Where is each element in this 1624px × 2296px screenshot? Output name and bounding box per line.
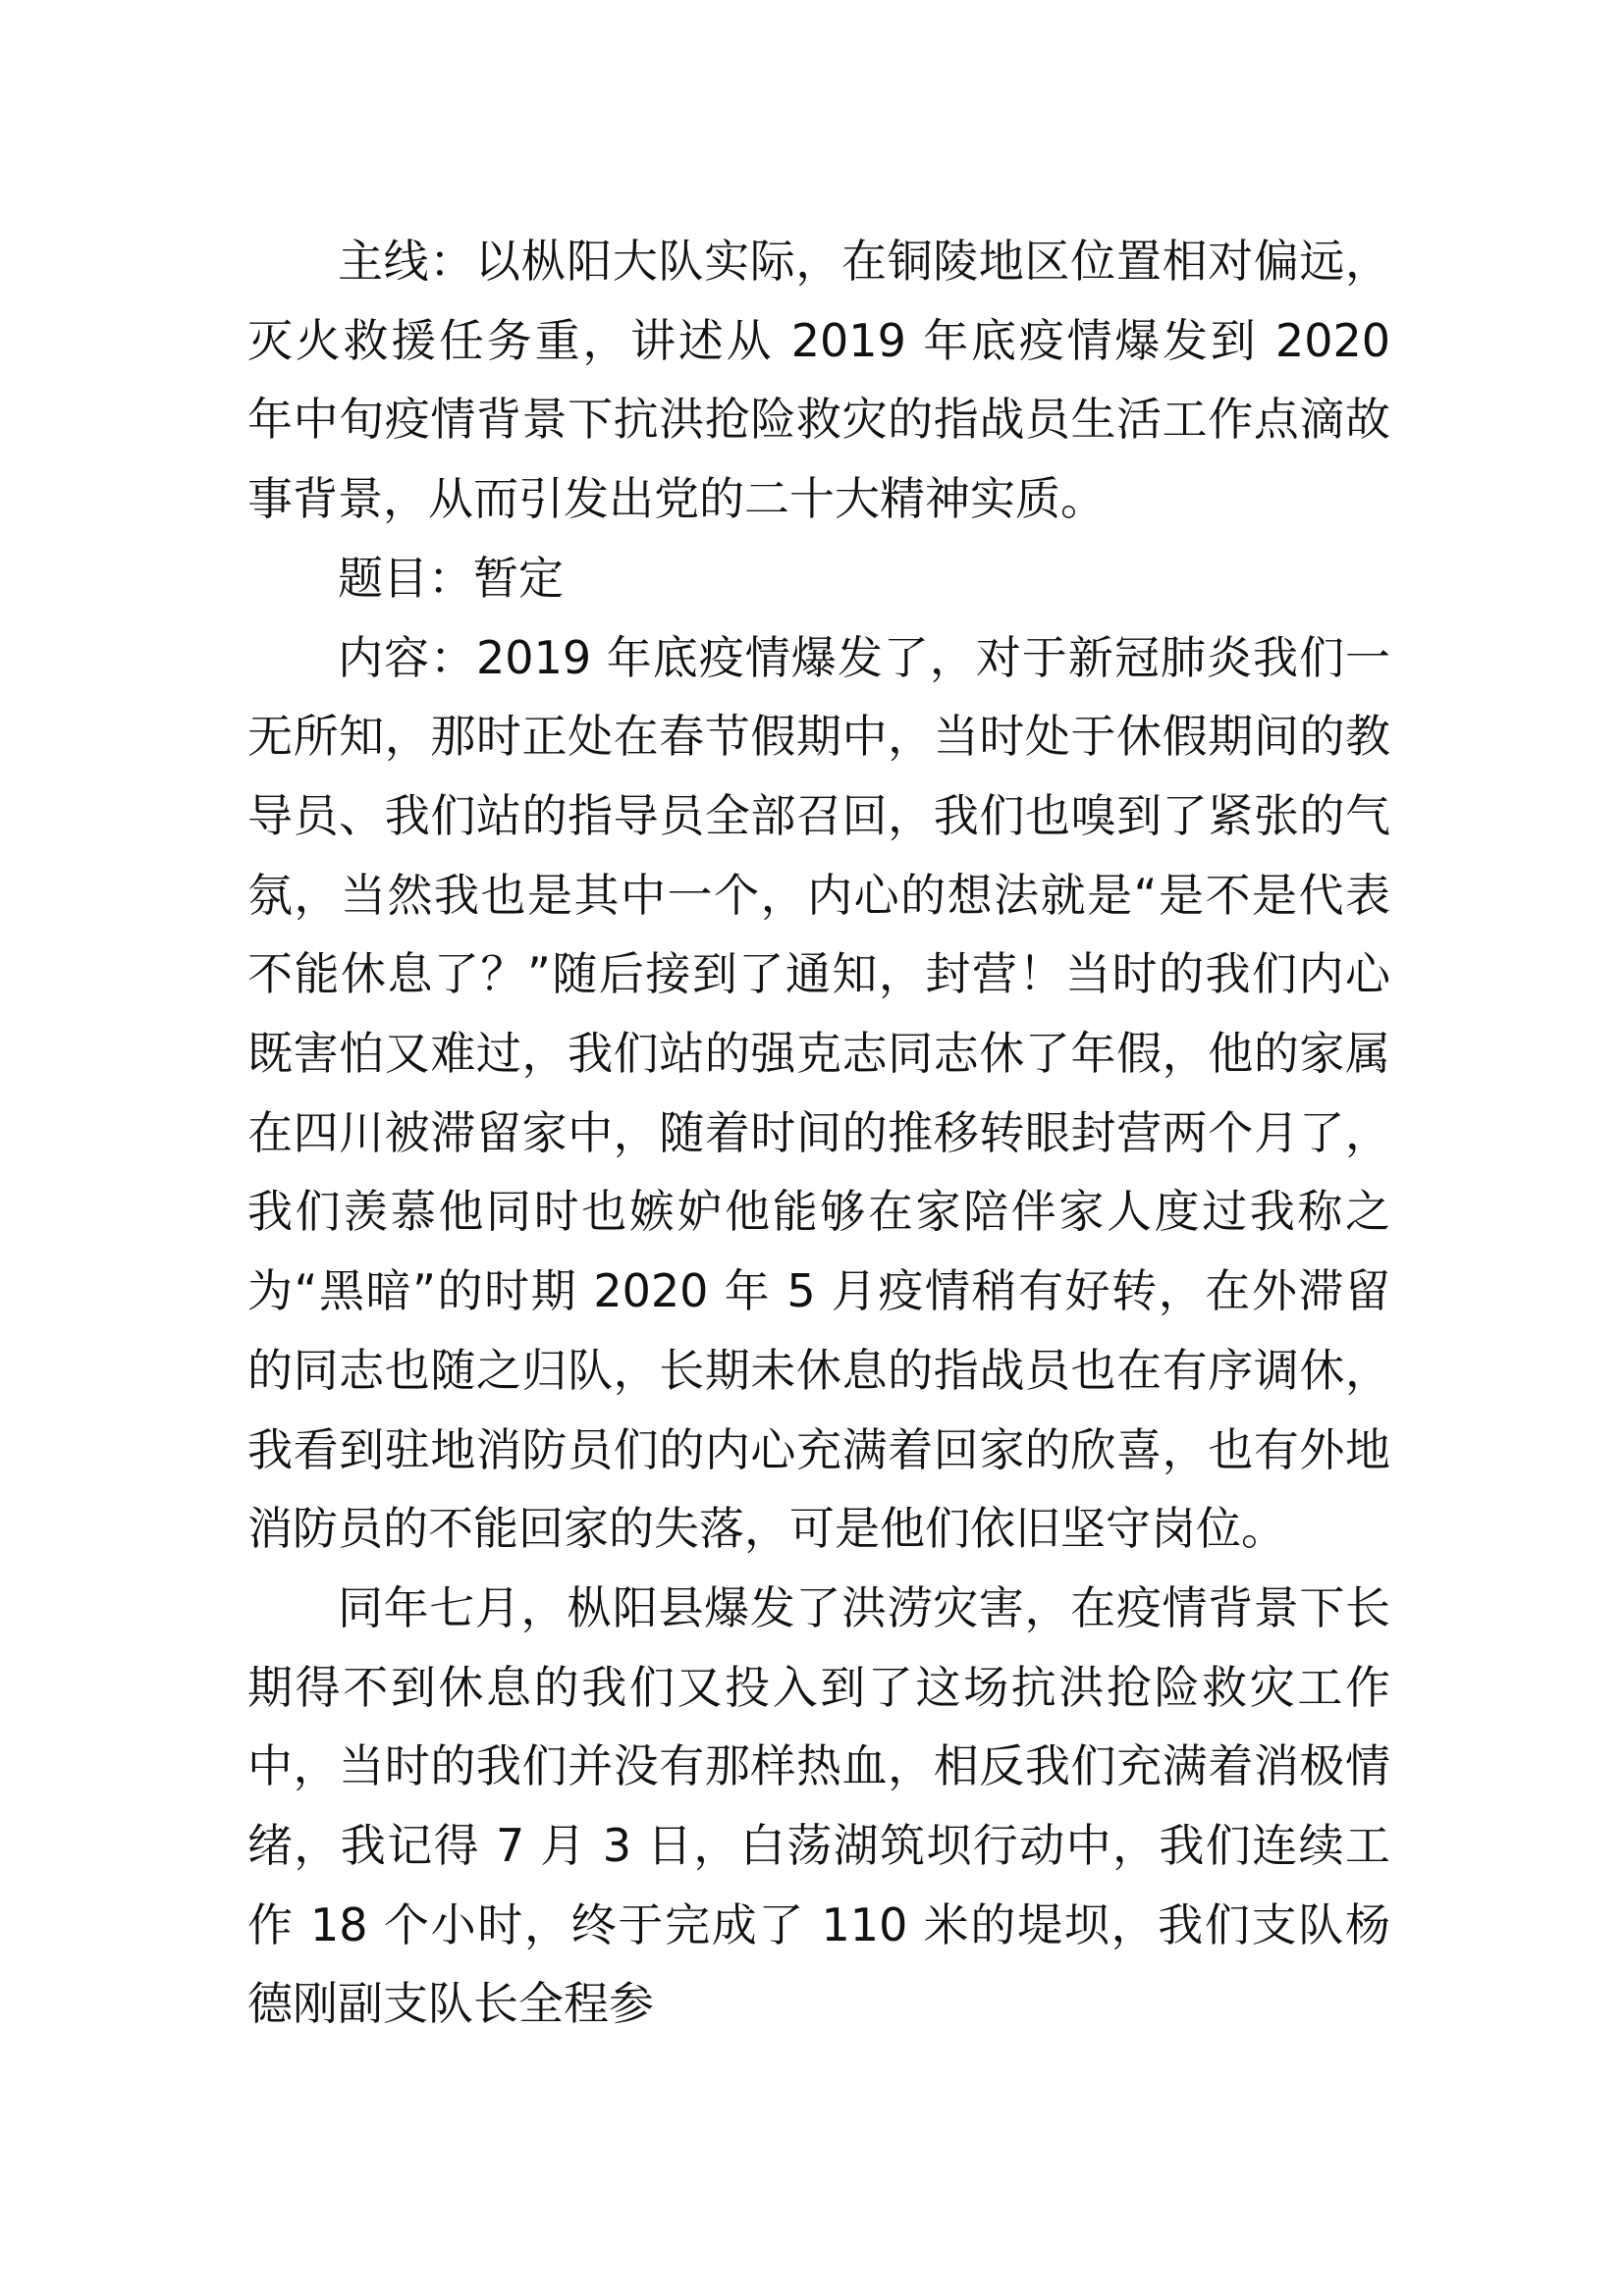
document-body: [247, 222, 1390, 2044]
paragraph-main-line: 主线：以枞阳大队实际，在铜陵地区位置相对偏远，灭火救援任务重，讲述从 2019 年底疫情爆发到 2020 年中旬疫情背景下抗洪抢险救灾的指战员生活工作点滴故事背景，从而引发出党的二十大精神实质。: [247, 235, 1390, 526]
paragraph-flood: 同年七月，枞阳县爆发了洪涝灾害，在疫情背景下长期得不到休息的我们又投入到了这场抗洪抢险救灾工作中，当时的我们并没有那样热血，相反我们充满着消极情绪，我记得 7 月 3 日，白荡湖筑坝行动中，我们连续工作 18 个小时，终于完成了 110 米的堤坝，我们支队杨德刚副支队长全程参: [247, 1580, 1390, 2031]
paragraph-title: 题目：暂定: [338, 551, 564, 605]
paragraph-content: 内容：2019 年底疫情爆发了，对于新冠肺炎我们一无所知，那时正处在春节假期中，当时处于休假期间的教导员、我们站的指导员全部召回，我们也嗅到了紧张的气氛，当然我也是其中一个，内心的想法就是“是不是代表不能休息了？”随后接到了通知，封营！当时的我们内心既害怕又难过，我们站的强克志同志休了年假，他的家属在四川被滞留家中，随着时间的推移转眼封营两个月了，我们羡慕他同时也嫉妒他能够在家陪伴家人度过我称之为“黑暗”的时期 2020 年 5 月疫情稍有好转，在外滞留的同志也随之归队，长期未休息的指战员也在有序调休，我看到驻地消防员们的内心充满着回家的欣喜，也有外地消防员的不能回家的失落，可是他们依旧坚守岗位。: [247, 630, 1390, 1556]
